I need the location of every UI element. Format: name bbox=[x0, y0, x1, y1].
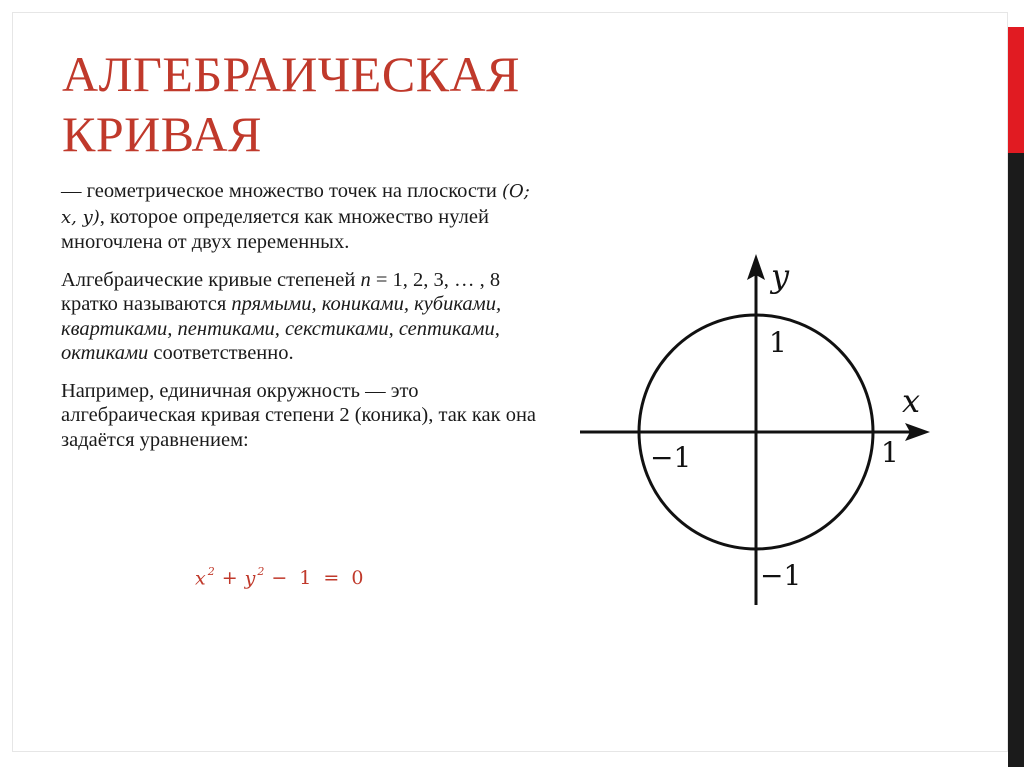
degrees-text-b: = 1, 2, 3, … , 8 кратко называются bbox=[61, 268, 501, 315]
x-neg-tick-label: −1 bbox=[650, 441, 692, 474]
eq-exp-1: 2 bbox=[207, 565, 217, 578]
x-axis-label: x bbox=[902, 382, 921, 420]
circle-equation bbox=[195, 567, 370, 589]
eq-plus: + bbox=[221, 567, 240, 590]
degrees-text-c: соответственно. bbox=[148, 342, 294, 364]
degrees-text-a: Алгебраические кривые степеней bbox=[61, 268, 361, 291]
plane-notation: (O; x, y) bbox=[61, 181, 530, 228]
eq-equals: = bbox=[323, 567, 342, 590]
slide-title bbox=[62, 44, 602, 164]
curve-names: прямыми, кониками, кубиками, квартиками, пентиками, секстиками, септиками, октиками bbox=[61, 293, 502, 364]
definition-text-a: — геометрическое множество точек на плоскости bbox=[61, 180, 503, 202]
edge-accent-black bbox=[1008, 153, 1024, 767]
eq-zero: 0 bbox=[351, 567, 366, 590]
x-pos-tick-label: 1 bbox=[881, 436, 899, 469]
title-line-1: АЛГЕБРАИЧЕСКАЯ bbox=[62, 46, 521, 102]
slide-body bbox=[61, 179, 543, 465]
edge-accent-red bbox=[1008, 27, 1024, 153]
example-paragraph: Например, единичная окружность — это алгебраическая кривая степени 2 (коника), так как она задаётся уравнением: bbox=[61, 379, 537, 451]
definition-text-b: , которое определяется как множество нулей многочлена от двух переменных. bbox=[61, 205, 489, 253]
eq-one: 1 bbox=[299, 567, 314, 590]
eq-x: x bbox=[195, 567, 208, 590]
eq-exp-2: 2 bbox=[257, 565, 267, 578]
degree-variable: n bbox=[360, 268, 371, 291]
y-pos-tick-label: 1 bbox=[769, 326, 787, 359]
degrees-paragraph bbox=[61, 268, 543, 366]
definition-paragraph bbox=[61, 179, 543, 255]
y-axis-label: y bbox=[771, 257, 790, 295]
title-line-2: КРИВАЯ bbox=[62, 106, 262, 162]
y-neg-tick-label: −1 bbox=[760, 559, 802, 592]
unit-circle-diagram bbox=[570, 240, 950, 615]
eq-y: y bbox=[244, 567, 258, 590]
eq-minus: − bbox=[271, 567, 290, 590]
